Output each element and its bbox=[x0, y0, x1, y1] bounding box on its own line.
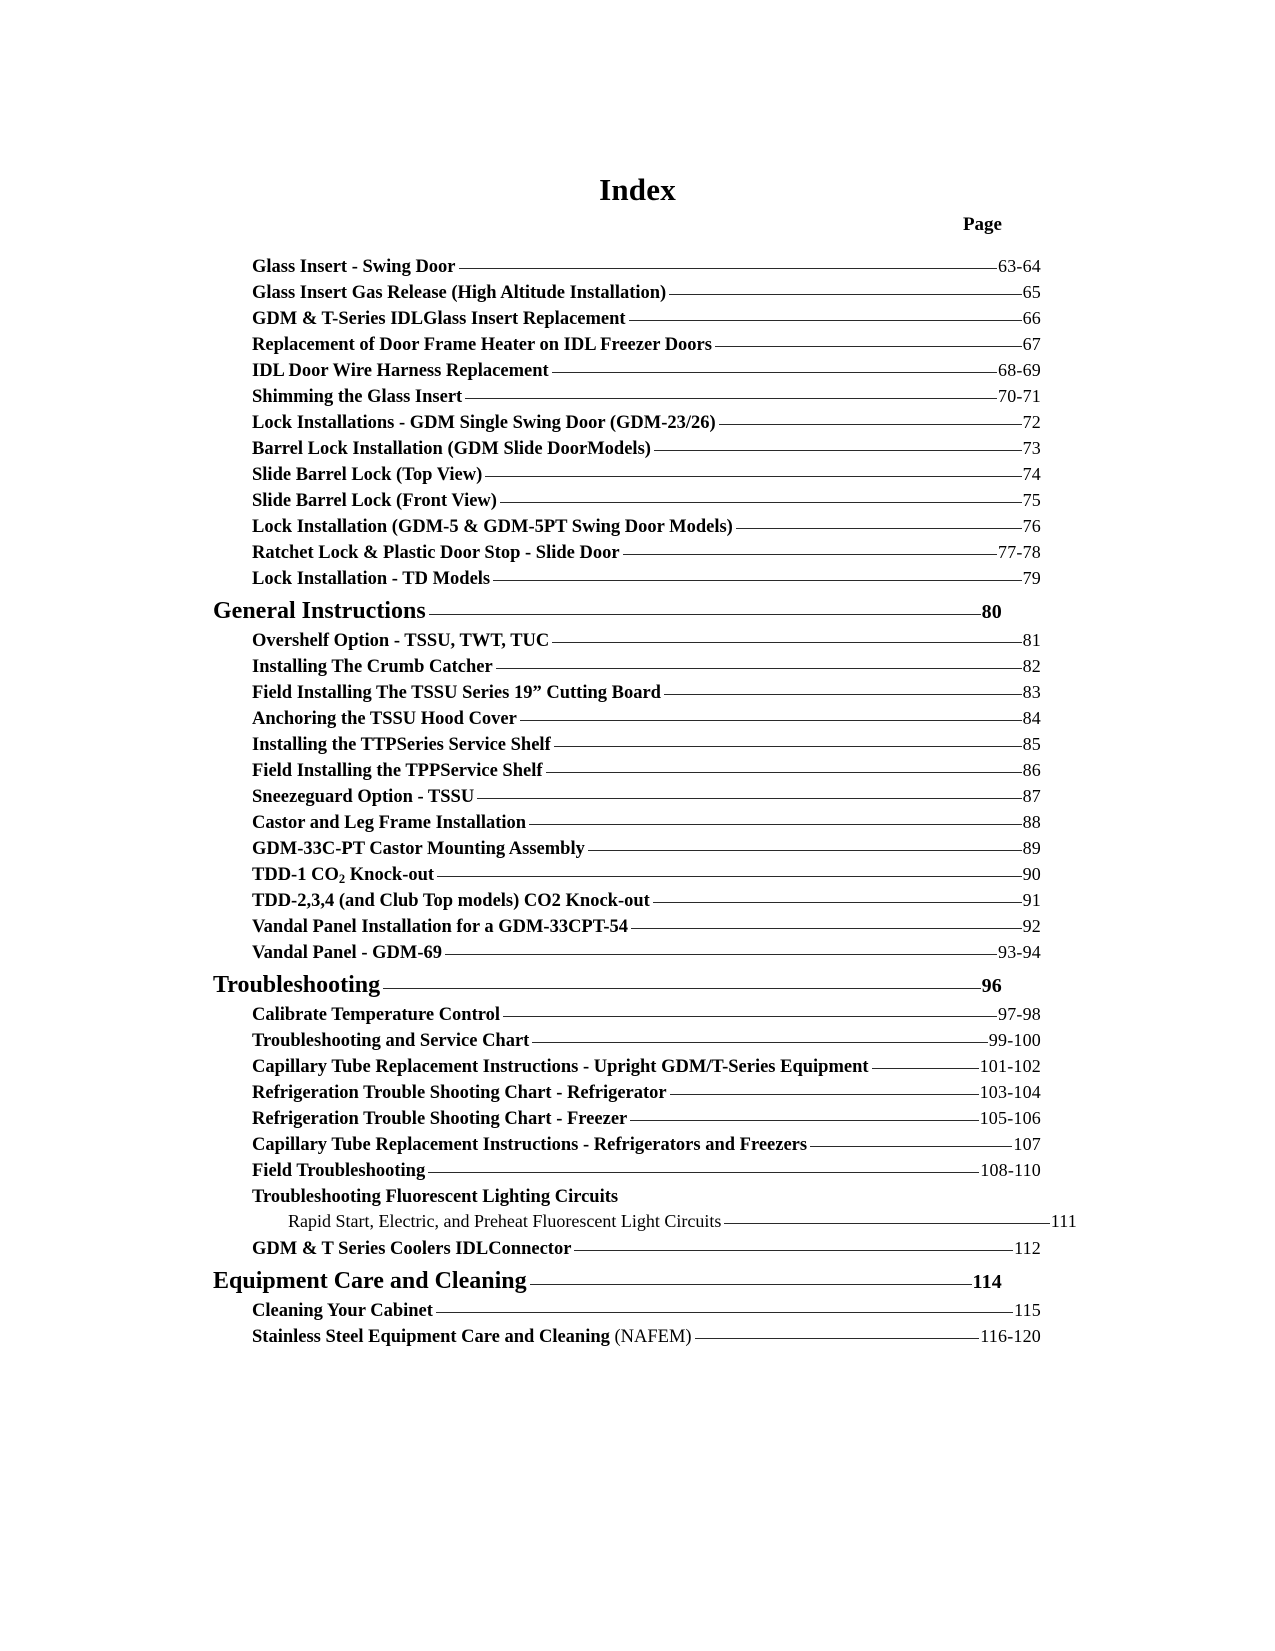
leader-line bbox=[810, 1131, 1012, 1150]
toc-entry-label: Troubleshooting Fluorescent Lighting Circuits bbox=[252, 1186, 619, 1207]
leader-line bbox=[654, 435, 1022, 454]
toc-entry-row[interactable] bbox=[252, 679, 1041, 705]
toc-entry-label: Castor and Leg Frame Installation bbox=[252, 812, 527, 833]
page-title: Index bbox=[599, 172, 676, 207]
toc-entry-label: Refrigeration Trouble Shooting Chart - Refrigerator bbox=[252, 1082, 667, 1103]
leader-line bbox=[477, 783, 1021, 802]
toc-entry-label: GDM & T-Series IDLGlass Insert Replacement bbox=[252, 308, 626, 329]
toc-page-number: 81 bbox=[1022, 629, 1041, 650]
leader-line bbox=[630, 1105, 978, 1124]
toc-entry-label: Shimming the Glass Insert bbox=[252, 386, 463, 407]
toc-page-number: 108-110 bbox=[980, 1159, 1041, 1180]
toc-entry-label: Sneezeguard Option - TSSU bbox=[252, 786, 475, 807]
toc-page-number: 63-64 bbox=[998, 255, 1041, 276]
toc-entry-label: Equipment Care and Cleaning bbox=[213, 1268, 527, 1294]
leader-line bbox=[623, 539, 997, 558]
toc-entry-label: Installing the TTPSeries Service Shelf bbox=[252, 734, 551, 755]
toc-page-number: 82 bbox=[1022, 655, 1041, 676]
toc-entry-row[interactable] bbox=[252, 1297, 1041, 1323]
toc-page-number: 116-120 bbox=[980, 1325, 1041, 1346]
toc-entry-row[interactable] bbox=[252, 1001, 1041, 1027]
toc-entry-label: Glass Insert - Swing Door bbox=[252, 256, 456, 277]
toc-entry-label: Replacement of Door Frame Heater on IDL Freezer Doors bbox=[252, 334, 712, 355]
toc-page-number: 66 bbox=[1022, 307, 1041, 328]
toc-entry-row[interactable] bbox=[252, 1183, 1041, 1209]
toc-entry-label: Capillary Tube Replacement Instructions - Refrigerators and Freezers bbox=[252, 1134, 808, 1155]
leader-line bbox=[520, 705, 1022, 724]
toc-entry-row[interactable] bbox=[252, 409, 1041, 435]
toc-entry-label: General Instructions bbox=[213, 598, 426, 624]
toc-page-number: 80 bbox=[981, 601, 1002, 623]
page-column-header: Page bbox=[962, 214, 1002, 235]
toc-page-number: 68-69 bbox=[998, 359, 1041, 380]
toc-entry-label: Slide Barrel Lock (Top View) bbox=[252, 464, 483, 485]
toc-entry-row[interactable] bbox=[252, 809, 1041, 835]
toc-entry-row[interactable] bbox=[252, 279, 1041, 305]
toc-entry-row[interactable] bbox=[252, 1105, 1041, 1131]
leader-line bbox=[428, 1157, 979, 1176]
leader-line bbox=[574, 1235, 1013, 1254]
leader-line bbox=[383, 968, 980, 992]
toc-entry-row[interactable] bbox=[252, 913, 1041, 939]
leader-line bbox=[629, 305, 1022, 324]
toc-entry-row[interactable] bbox=[252, 1079, 1041, 1105]
toc-page-number: 86 bbox=[1022, 759, 1041, 780]
toc-page-number: 74 bbox=[1022, 463, 1041, 484]
toc-entry-row[interactable] bbox=[252, 539, 1041, 565]
toc-entry-label: Installing The Crumb Catcher bbox=[252, 656, 493, 677]
toc-entry-row[interactable] bbox=[252, 383, 1041, 409]
toc-entry-label: Vandal Panel Installation for a GDM-33CPT-54 bbox=[252, 916, 629, 937]
toc-entry-row[interactable] bbox=[288, 1209, 1077, 1235]
toc-entry-row[interactable] bbox=[252, 461, 1041, 487]
toc-entry-label-secondary: (NAFEM) bbox=[614, 1326, 692, 1347]
toc-page-number: 97-98 bbox=[998, 1003, 1041, 1024]
toc-entry-label: Lock Installations - GDM Single Swing Door (GDM-23/26) bbox=[252, 412, 716, 433]
leader-line bbox=[670, 1079, 979, 1098]
toc-entry-label: Glass Insert Gas Release (High Altitude Installation) bbox=[252, 282, 667, 303]
toc-page-number: 115 bbox=[1014, 1299, 1041, 1320]
toc-entry-row[interactable] bbox=[252, 1235, 1041, 1261]
toc-entry-row[interactable] bbox=[252, 757, 1041, 783]
toc-page-number: 91 bbox=[1022, 889, 1041, 910]
toc-page-number: 67 bbox=[1022, 333, 1041, 354]
toc-page-number: 90 bbox=[1022, 863, 1041, 884]
leader-line bbox=[552, 357, 997, 376]
leader-line bbox=[459, 253, 997, 272]
toc-page-number: 99-100 bbox=[988, 1029, 1041, 1050]
toc-entry-label: Lock Installation - TD Models bbox=[252, 568, 491, 589]
toc-page-number: 87 bbox=[1022, 785, 1041, 806]
toc-page-number: 77-78 bbox=[998, 541, 1041, 562]
toc-entry-label: Troubleshooting bbox=[213, 972, 381, 998]
toc-entry-label: Anchoring the TSSU Hood Cover bbox=[252, 708, 517, 729]
toc-entry-row[interactable] bbox=[252, 1157, 1041, 1183]
toc-entry-row[interactable] bbox=[252, 705, 1041, 731]
toc-section-row[interactable] bbox=[213, 594, 1002, 627]
toc-entry-row[interactable] bbox=[252, 435, 1041, 461]
table-of-contents bbox=[213, 253, 1077, 1349]
toc-entry-row[interactable] bbox=[252, 861, 1041, 887]
leader-line bbox=[631, 913, 1022, 932]
toc-entry-label: TDD-2,3,4 (and Club Top models) CO2 Knock-out bbox=[252, 890, 650, 911]
leader-line bbox=[669, 279, 1021, 298]
leader-line bbox=[552, 627, 1021, 646]
toc-page-number: 75 bbox=[1022, 489, 1041, 510]
toc-entry-row[interactable] bbox=[252, 487, 1041, 513]
leader-line bbox=[588, 835, 1022, 854]
toc-page-number: 73 bbox=[1022, 437, 1041, 458]
toc-page-number: 93-94 bbox=[998, 941, 1041, 962]
leader-line bbox=[437, 861, 1022, 880]
toc-page-number: 111 bbox=[1050, 1211, 1077, 1231]
leader-line bbox=[530, 1264, 972, 1288]
toc-entry-label: Capillary Tube Replacement Instructions - Upright GDM/T-Series Equipment bbox=[252, 1056, 869, 1077]
toc-entry-label: IDL Door Wire Harness Replacement bbox=[252, 360, 549, 381]
leader-line bbox=[445, 939, 997, 958]
toc-entry-label: GDM-33C-PT Castor Mounting Assembly bbox=[252, 838, 585, 859]
toc-section-row[interactable] bbox=[213, 968, 1002, 1001]
toc-entry-row[interactable] bbox=[252, 565, 1041, 591]
toc-page-number: 65 bbox=[1022, 281, 1041, 302]
leader-line bbox=[465, 383, 997, 402]
toc-entry-row[interactable] bbox=[252, 1131, 1041, 1157]
toc-page-number: 103-104 bbox=[979, 1081, 1041, 1102]
toc-entry-row[interactable] bbox=[252, 835, 1041, 861]
toc-page-number: 79 bbox=[1022, 567, 1041, 588]
toc-entry-label: Calibrate Temperature Control bbox=[252, 1004, 501, 1025]
toc-entry-row[interactable] bbox=[252, 731, 1041, 757]
leader-line bbox=[736, 513, 1022, 532]
toc-entry-row[interactable] bbox=[252, 331, 1041, 357]
toc-entry-label: Lock Installation (GDM-5 & GDM-5PT Swing Door Models) bbox=[252, 516, 733, 537]
toc-page-number: 70-71 bbox=[998, 385, 1041, 406]
subscript: 2 bbox=[338, 871, 346, 886]
toc-entry-label: Barrel Lock Installation (GDM Slide DoorModels) bbox=[252, 438, 651, 459]
leader-line bbox=[496, 653, 1022, 672]
toc-entry-label: Refrigeration Trouble Shooting Chart - Freezer bbox=[252, 1108, 628, 1129]
leader-line bbox=[493, 565, 1021, 584]
toc-page-number: 72 bbox=[1022, 411, 1041, 432]
leader-line bbox=[500, 487, 1022, 506]
toc-entry-label: Stainless Steel Equipment Care and Cleaning (NAFEM) bbox=[252, 1326, 692, 1347]
toc-page-number: 85 bbox=[1022, 733, 1041, 754]
leader-line bbox=[485, 461, 1021, 480]
leader-line bbox=[429, 594, 981, 618]
toc-entry-label: Field Installing the TPPService Shelf bbox=[252, 760, 543, 781]
toc-entry-label: Rapid Start, Electric, and Preheat Fluorescent Light Circuits bbox=[288, 1211, 722, 1231]
toc-entry-row[interactable] bbox=[252, 305, 1041, 331]
toc-entry-label: TDD-1 $CO_2$ Knock-out bbox=[252, 864, 435, 886]
toc-page-number: 84 bbox=[1022, 707, 1041, 728]
leader-line bbox=[529, 809, 1022, 828]
leader-line bbox=[621, 1183, 1040, 1202]
leader-line bbox=[532, 1027, 987, 1046]
toc-entry-row[interactable] bbox=[252, 653, 1041, 679]
toc-entry-label: Slide Barrel Lock (Front View) bbox=[252, 490, 497, 511]
toc-entry-row[interactable] bbox=[252, 357, 1041, 383]
toc-entry-label: Overshelf Option - TSSU, TWT, TUC bbox=[252, 630, 550, 651]
toc-entry-row[interactable] bbox=[252, 1053, 1041, 1079]
toc-page-number: 92 bbox=[1022, 915, 1041, 936]
leader-line bbox=[653, 887, 1022, 906]
toc-entry-label: Troubleshooting and Service Chart bbox=[252, 1030, 530, 1051]
toc-page-number: 89 bbox=[1022, 837, 1041, 858]
toc-entry-label: GDM & T Series Coolers IDLConnector bbox=[252, 1238, 572, 1259]
leader-line bbox=[554, 731, 1022, 750]
toc-page-number: 114 bbox=[972, 1271, 1002, 1293]
toc-entry-row[interactable] bbox=[252, 1323, 1041, 1349]
toc-page-number: 107 bbox=[1013, 1133, 1041, 1154]
leader-line bbox=[719, 409, 1022, 428]
leader-line bbox=[546, 757, 1022, 776]
toc-page-number: 112 bbox=[1014, 1237, 1041, 1258]
toc-page-number: 88 bbox=[1022, 811, 1041, 832]
leader-line bbox=[695, 1323, 980, 1342]
leader-line bbox=[715, 331, 1022, 350]
toc-entry-row[interactable] bbox=[252, 253, 1041, 279]
leader-line bbox=[503, 1001, 997, 1020]
toc-entry-row[interactable] bbox=[252, 513, 1041, 539]
toc-entry-row[interactable] bbox=[252, 939, 1041, 965]
toc-page-number: 76 bbox=[1022, 515, 1041, 536]
toc-entry-row[interactable] bbox=[252, 627, 1041, 653]
toc-page-number: 101-102 bbox=[979, 1055, 1041, 1076]
toc-section-row[interactable] bbox=[213, 1264, 1002, 1297]
leader-line bbox=[664, 679, 1022, 698]
toc-page-number: 96 bbox=[981, 975, 1002, 997]
toc-entry-label: Vandal Panel - GDM-69 bbox=[252, 942, 442, 963]
toc-entry-label: Cleaning Your Cabinet bbox=[252, 1300, 433, 1321]
toc-entry-label: Field Installing The TSSU Series 19” Cutting Board bbox=[252, 682, 661, 703]
toc-page-number: 83 bbox=[1022, 681, 1041, 702]
toc-entry-row[interactable] bbox=[252, 1027, 1041, 1053]
toc-entry-row[interactable] bbox=[252, 783, 1041, 809]
toc-entry-label: Ratchet Lock & Plastic Door Stop - Slide Door bbox=[252, 542, 620, 563]
leader-line bbox=[872, 1053, 979, 1072]
leader-line bbox=[436, 1297, 1013, 1316]
toc-page-number: 105-106 bbox=[979, 1107, 1041, 1128]
toc-entry-row[interactable] bbox=[252, 887, 1041, 913]
toc-entry-label: Field Troubleshooting bbox=[252, 1160, 426, 1181]
leader-line bbox=[724, 1209, 1049, 1227]
